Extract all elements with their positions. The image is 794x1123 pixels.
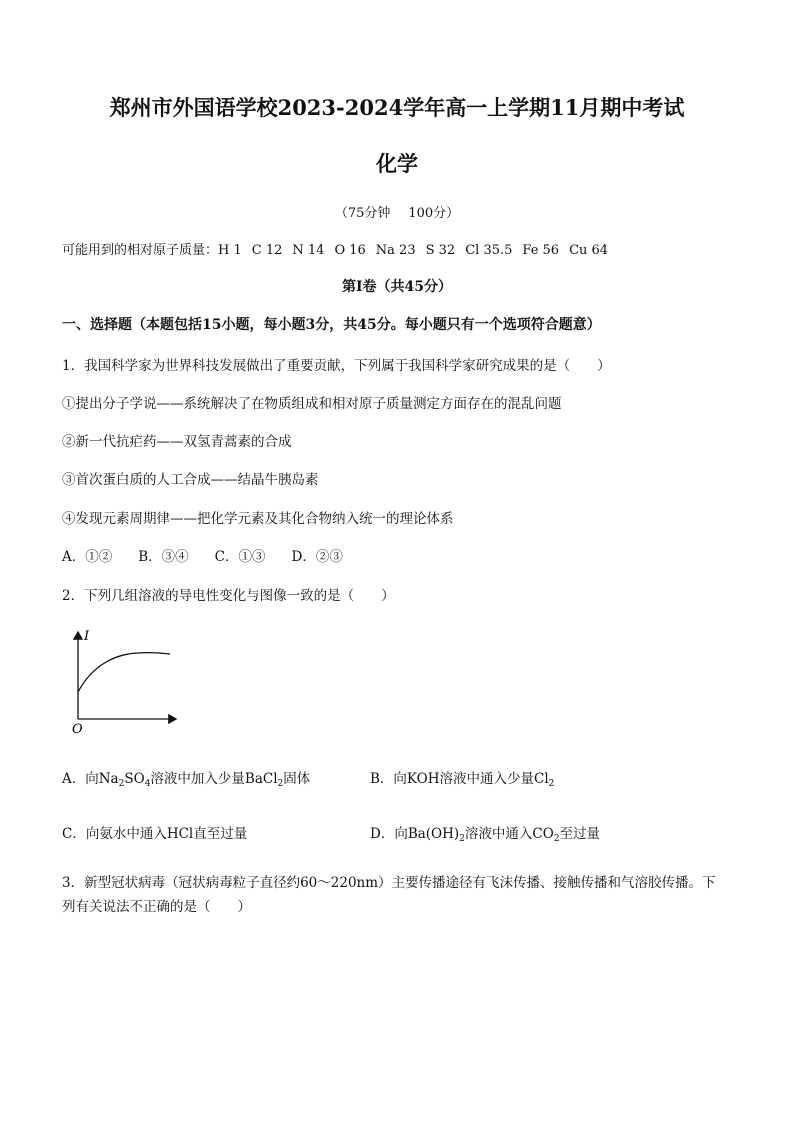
q1-option-b: B．③④	[138, 549, 189, 565]
duration: （75分钟	[334, 206, 391, 221]
q3-stem-line-1: 3．新型冠状病毒（冠状病毒粒子直径约60～220nm）主要传播途径有飞沫传播、接触传播和气溶胶传播。下	[62, 875, 716, 891]
conductivity-graph	[66, 628, 186, 742]
q1-item-1: ①提出分子学说——系统解决了在物质组成和相对原子质量测定方面存在的混乱问题	[62, 396, 562, 412]
q1-item-2: ②新一代抗疟药——双氢青蒿素的合成	[62, 434, 292, 450]
atomic-mass-item: O 16	[334, 243, 366, 258]
q1-option-d: D．②③	[291, 549, 343, 565]
atomic-mass-item: N 14	[292, 243, 325, 258]
atomic-mass-item: Na 23	[375, 243, 416, 258]
atomic-mass-item: Cl 35.5	[465, 243, 513, 258]
atomic-mass-item: S 32	[425, 243, 456, 258]
q1-item-4: ④发现元素周期律——把化学元素及其化合物纳入统一的理论体系	[62, 511, 454, 527]
q2-option-b: B．向KOH溶液中通入少量$Cl_2$	[370, 771, 555, 789]
exam-time-score	[0, 202, 794, 221]
q2-stem: 2．下列几组溶液的导电性变化与图像一致的是（ ）	[62, 588, 395, 604]
q1-option-a: A．①②	[62, 549, 113, 565]
conductivity-curve	[78, 653, 170, 692]
atomic-mass-item: H 1	[218, 243, 242, 258]
q2-option-c: C．向氨水中通入HCl直至过量	[62, 826, 248, 842]
atomic-mass-label: 可能用到的相对原子质量：	[62, 243, 219, 258]
total-score: 100分）	[408, 206, 460, 221]
y-axis-label: I	[84, 629, 90, 644]
q2-option-a: A．向$Na_2SO_4$溶液中加入少量BaCl$_2$固体	[62, 771, 311, 789]
origin-label: O	[72, 722, 83, 737]
subject-title: 化学	[376, 151, 418, 176]
exam-title: 郑州市外国语学校2023-2024学年高一上学期11月期中考试	[109, 95, 685, 120]
q1-stem: 1．我国科学家为世界科技发展做出了重要贡献，下列属于我国科学家研究成果的是（ ）	[62, 358, 611, 374]
atomic-mass-item: Cu 64	[569, 243, 609, 258]
section-title: 一、选择题（本题包括15小题，每小题3分，共45分。每小题只有一个选项符合题意）	[62, 317, 601, 333]
q1-option-c: C．①③	[214, 549, 266, 565]
atomic-mass-item: Fe 56	[522, 243, 560, 258]
q3-stem-line-2: 列有关说法不正确的是（ ）	[62, 899, 251, 915]
q1-options	[62, 545, 369, 565]
atomic-mass-item: C 12	[251, 243, 283, 258]
volume-title: 第Ⅰ卷（共45分）	[341, 279, 453, 295]
q1-item-3: ③首次蛋白质的人工合成——结晶牛胰岛素	[62, 472, 319, 488]
atomic-mass-line	[62, 239, 618, 258]
q2-option-d: D．向$Ba(OH)_2$溶液中通入$CO_2$至过量	[370, 826, 601, 844]
